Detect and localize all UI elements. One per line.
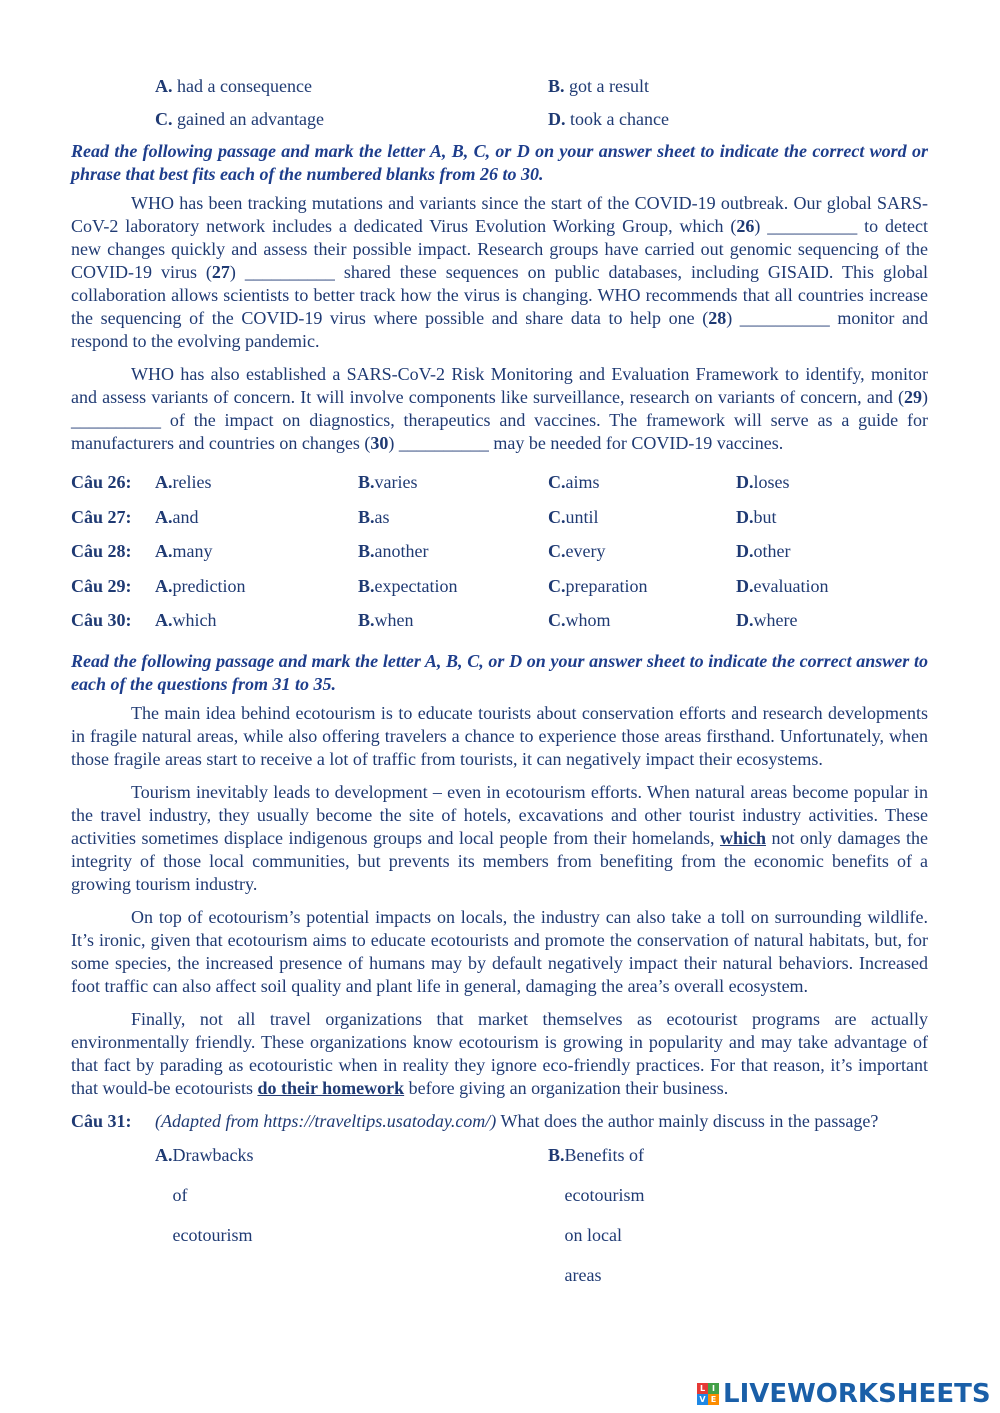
blank-number-30: 30 (370, 433, 389, 453)
q28-option-d[interactable]: D. other (736, 541, 791, 561)
q28-option-a[interactable]: A. many (155, 541, 213, 561)
q28-option-c[interactable]: C. every (548, 541, 606, 561)
q26-option-d[interactable]: D. loses (736, 472, 790, 492)
q26-option-c[interactable]: C. aims (548, 472, 600, 492)
content (71, 70, 928, 1285)
q29-option-a[interactable]: A. prediction (155, 575, 246, 596)
question-31-text: (Adapted from https://traveltips.usatoday.com/) What does the author mainly discuss in the passage? (155, 1110, 879, 1131)
question-31-options (71, 1135, 928, 1285)
q30-option-a[interactable]: A. which (155, 610, 217, 630)
passage2-paragraph-2: Tourism inevitably leads to development – even in ecotourism efforts. When natural areas become popular in the travel industry, they usually become the site of hotels, excavations and other tourist industry activities. These activities sometimes displace indigenous groups and local people from their homelands, which not only damages the integrity of those local communities, but prevents its members from benefiting from the economic benefits of a growing tourism industry. (71, 781, 928, 894)
passage1-paragraph-2: WHO has also established a SARS-CoV-2 Risk Monitoring and Evaluation Framework to identify, monitor and assess variants of concern. It will involve components like surveillance, research on variants of concern, and (29) __________ of the impact on diagnostics, therapeutics and vaccines. The framework will serve as a guide for manufacturers and countries on changes (30) __________ may be needed for COVID-19 vaccines. (71, 364, 928, 453)
q29-option-d[interactable]: D. evaluation (736, 575, 829, 596)
questions-26-30 (71, 465, 928, 638)
q31-option-b[interactable]: B. Benefits of ecotourism on local areas (548, 1144, 645, 1285)
passage2-paragraph-3: On top of ecotourism’s potential impacts on locals, the industry can also take a toll on surrounding wildlife. It’s ironic, given that ecotourism aims to educate ecotourists and promote the conservation of natural habitats, but, for some species, the increased presence of humans may by default negatively impact their natural behaviors. Increased foot traffic can also affect soil quality and plant life in general, damaging the area’s overall ecosystem. (71, 906, 928, 996)
underlined-do-their-homework: do their homework (257, 1077, 405, 1098)
q27-option-a[interactable]: A. and (155, 506, 199, 527)
prev-options-row-2 (71, 103, 928, 136)
q29-option-b[interactable]: B. expectation (358, 575, 458, 596)
q30-option-c[interactable]: C. whom (548, 610, 611, 630)
question-26: Câu 26: A. relies B. varies C. aims D. loses (71, 465, 928, 500)
blank-number-28: 28 (708, 308, 727, 328)
blank-number-29: 29 (904, 387, 922, 407)
q27-option-b[interactable]: B. as (358, 506, 390, 527)
prev-option-c[interactable]: C. gained an advantage (155, 109, 324, 129)
q31-option-a[interactable]: A. Drawbacks of ecotourism (155, 1144, 254, 1245)
question-28: Câu 28: A. many B. another C. every D. other (71, 534, 928, 569)
section1-instruction: Read the following passage and mark the letter A, B, C, or D on your answer sheet to indicate the correct word or phrase that best fits each of the numbered blanks from 26 to 30. (71, 141, 928, 184)
blank-number-26: 26 (736, 216, 755, 236)
passage2-paragraph-1: The main idea behind ecotourism is to educate tourists about conservation efforts and research developments in fragile natural areas, while also offering travelers a chance to experience those areas firsthand. Unfortunately, when those fragile areas start to receive a lot of traffic from tourists, it can negatively impact their ecosystems. (71, 702, 928, 769)
underlined-which: which (719, 827, 766, 848)
passage1-paragraph-1: WHO has been tracking mutations and variants since the start of the COVID-19 outbreak. Our global SARS-CoV-2 laboratory network includes a dedicated Virus Evolution Working Group, which (26) __________ to detect new changes quickly and assess their possible impact. Research groups have carried out genomic sequencing of the COVID-19 virus (27) __________ shared these sequences on public databases, including GISAID. This global collaboration allows scientists to better track how the virus is changing. WHO recommends that all countries increase the sequencing of the COVID-19 virus where possible and share data to help one (28) __________ monitor and respond to the evolving pandemic. (71, 193, 928, 351)
logo-mark-icon: L I V E (697, 1383, 719, 1405)
q26-option-a[interactable]: A. relies (155, 472, 212, 492)
passage2-paragraph-4: Finally, not all travel organizations that market themselves as ecotourist programs are actually environmentally friendly. These organizations know ecotourism is growing in popularity and may take advantage of that fact by parading as ecotouristic when in reality they ignore eco-friendly practices. For that reason, it’s important that would-be ecotourists do their homework before giving an organization their business. (71, 1008, 928, 1098)
q27-option-c[interactable]: C. until (548, 506, 599, 527)
section2-instruction: Read the following passage and mark the letter A, B, C, or D on your answer sheet to indicate the correct answer to each of the questions from 31 to 35. (71, 650, 928, 694)
prev-option-b[interactable]: B. got a result (548, 76, 649, 96)
question-29: Câu 29: A. prediction B. expectation C. preparation D. evaluation (71, 569, 928, 604)
q30-option-d[interactable]: D. where (736, 610, 798, 630)
question-31: Câu 31: (Adapted from https://traveltips.usatoday.com/) What does the author mainly discuss in the passage? (71, 1110, 928, 1133)
q30-option-b[interactable]: B. when (358, 610, 414, 630)
prev-options-row-1 (71, 70, 928, 103)
q27-option-d[interactable]: D. but (736, 506, 777, 527)
question-30: Câu 30: A. which B. when C. whom D. where (71, 603, 928, 638)
logo-text: LIVEWORKSHEETS (723, 1379, 991, 1409)
liveworksheets-logo[interactable] (697, 1378, 991, 1410)
q29-option-c[interactable]: C. preparation (548, 575, 648, 596)
q28-option-b[interactable]: B. another (358, 541, 429, 561)
prev-option-a[interactable]: A. had a consequence (155, 76, 312, 96)
blank-number-27: 27 (211, 262, 230, 282)
q26-option-b[interactable]: B. varies (358, 472, 418, 492)
prev-option-d[interactable]: D. took a chance (548, 109, 669, 129)
question-27: Câu 27: A. and B. as C. until D. but (71, 500, 928, 535)
